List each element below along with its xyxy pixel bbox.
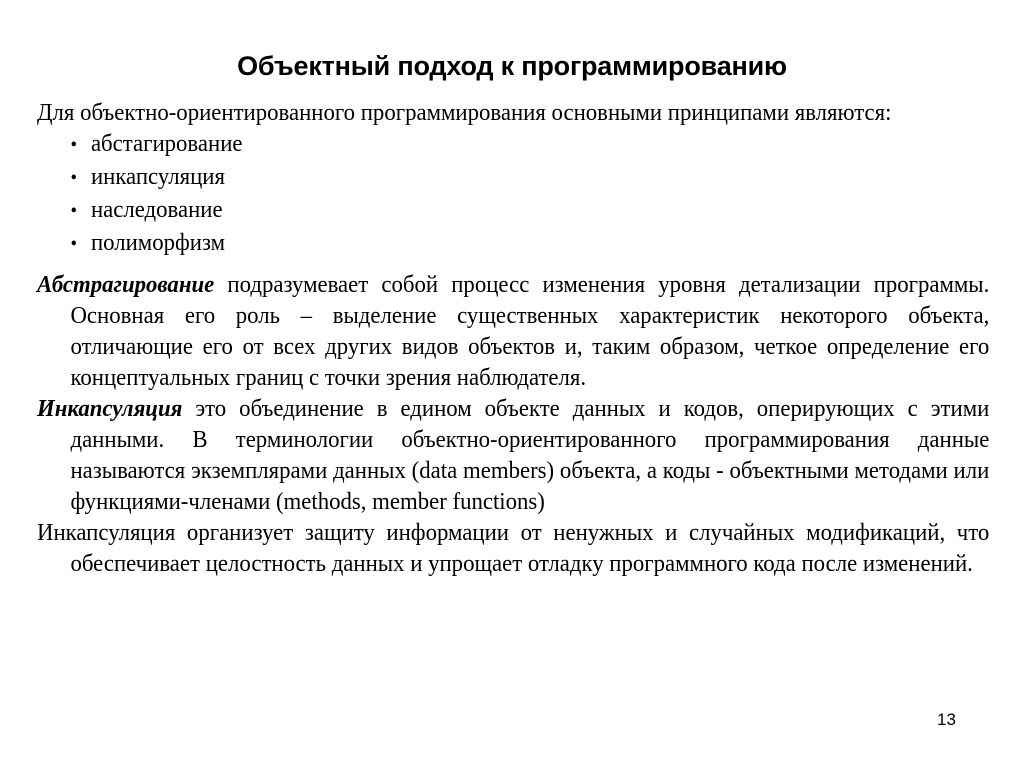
principle-label: наследование bbox=[90, 196, 223, 223]
principle-label: инкапсуляция bbox=[90, 163, 225, 190]
encapsulation-definition: это объединение в едином объекте данных и кодов, оперирующих с этими данными. В терминологии объектно-ориентированного программирования данные называются экземплярами данных (data members) объекта, а коды - объектными методами или функциями-членами (methods, member functions) bbox=[70, 395, 990, 515]
spacer bbox=[37, 260, 989, 269]
encapsulation-paragraph bbox=[37, 393, 989, 517]
bullet-icon: • bbox=[70, 200, 78, 222]
encapsulation-term: Инкапсуляция bbox=[37, 395, 183, 422]
intro-text: Для объектно-ориентированного программирования основными принципами являются: bbox=[37, 99, 892, 126]
bullet-icon: • bbox=[70, 134, 78, 156]
principle-item bbox=[70, 161, 989, 194]
bullet-icon: • bbox=[70, 233, 78, 255]
encapsulation-protection-paragraph: Инкапсуляция организует защиту информации от ненужных и случайных модификаций, что обеспечивает целостность данных и упрощает отладку программного кода после изменений. bbox=[37, 519, 990, 577]
abstraction-paragraph bbox=[37, 269, 989, 393]
principle-label: абстагирование bbox=[90, 130, 243, 157]
principle-label: полиморфизм bbox=[90, 229, 226, 256]
slide-title: Объектный подход к программированию bbox=[237, 51, 787, 82]
abstraction-term: Абстрагирование bbox=[37, 271, 215, 298]
abstraction-definition: подразумевает собой процесс изменения уровня детализации программы. Основная его роль – выделение существенных характеристик некоторого объекта, отличающие его от всех других видов объектов и, таким образом, четкое определение его концептуальных границ с точки зрения наблюдателя. bbox=[70, 271, 990, 391]
page-number: 13 bbox=[937, 710, 956, 729]
bullet-icon: • bbox=[70, 167, 78, 189]
slide-body bbox=[37, 97, 989, 579]
principle-item bbox=[70, 227, 989, 260]
principles-list bbox=[37, 128, 989, 260]
principle-item bbox=[70, 194, 989, 227]
principle-item bbox=[70, 128, 989, 161]
